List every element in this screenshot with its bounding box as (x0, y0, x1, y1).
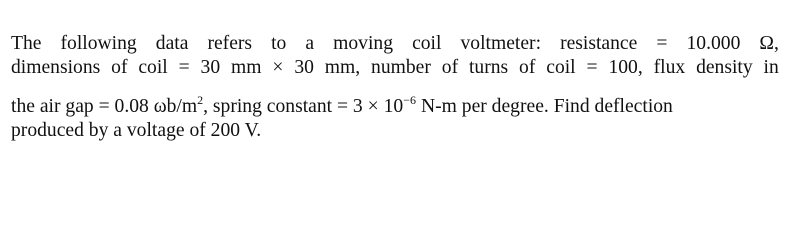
word: × (272, 57, 284, 78)
word: dimensions (11, 57, 101, 78)
problem-line-1 (11, 33, 779, 55)
word: = (586, 57, 598, 78)
word: 30 (200, 57, 221, 78)
word: number (371, 57, 431, 78)
word: a (305, 33, 315, 54)
word: coil (546, 57, 576, 78)
word: refers (207, 33, 253, 54)
word: 10.000 (686, 33, 741, 54)
word: The (11, 33, 42, 54)
word: Ω, (759, 33, 779, 54)
word: moving (333, 33, 394, 54)
word: = (178, 57, 190, 78)
word: mm, (324, 57, 361, 78)
word: density (696, 57, 753, 78)
problem-line-2 (11, 57, 779, 79)
problem-line-3 (11, 93, 673, 118)
unit-exponent: 2 (197, 93, 204, 107)
line3-text-a: the air gap = 0.08 ωb/m (11, 96, 198, 117)
word: mm (231, 57, 262, 78)
line3-text-c: N-m per degree. Find deflection (420, 96, 673, 117)
word: coil (412, 33, 442, 54)
word: of (441, 57, 459, 78)
word: following (60, 33, 137, 54)
word: turns (468, 57, 509, 78)
word: = (656, 33, 668, 54)
word: voltmeter: (460, 33, 542, 54)
problem-line-4: produced by a voltage of 200 V. (11, 120, 262, 141)
word: of (111, 57, 128, 78)
word: 100, (608, 57, 643, 78)
power-exponent: −6 (403, 93, 416, 107)
word: of (519, 57, 536, 78)
word: coil (138, 57, 168, 78)
word: flux (653, 57, 686, 78)
line3-text-b: , spring constant = 3 × 10 (203, 96, 404, 117)
word: 30 (294, 57, 314, 78)
word: data (155, 33, 189, 54)
word: in (763, 57, 779, 78)
word: to (271, 33, 287, 54)
word: resistance (560, 33, 638, 54)
